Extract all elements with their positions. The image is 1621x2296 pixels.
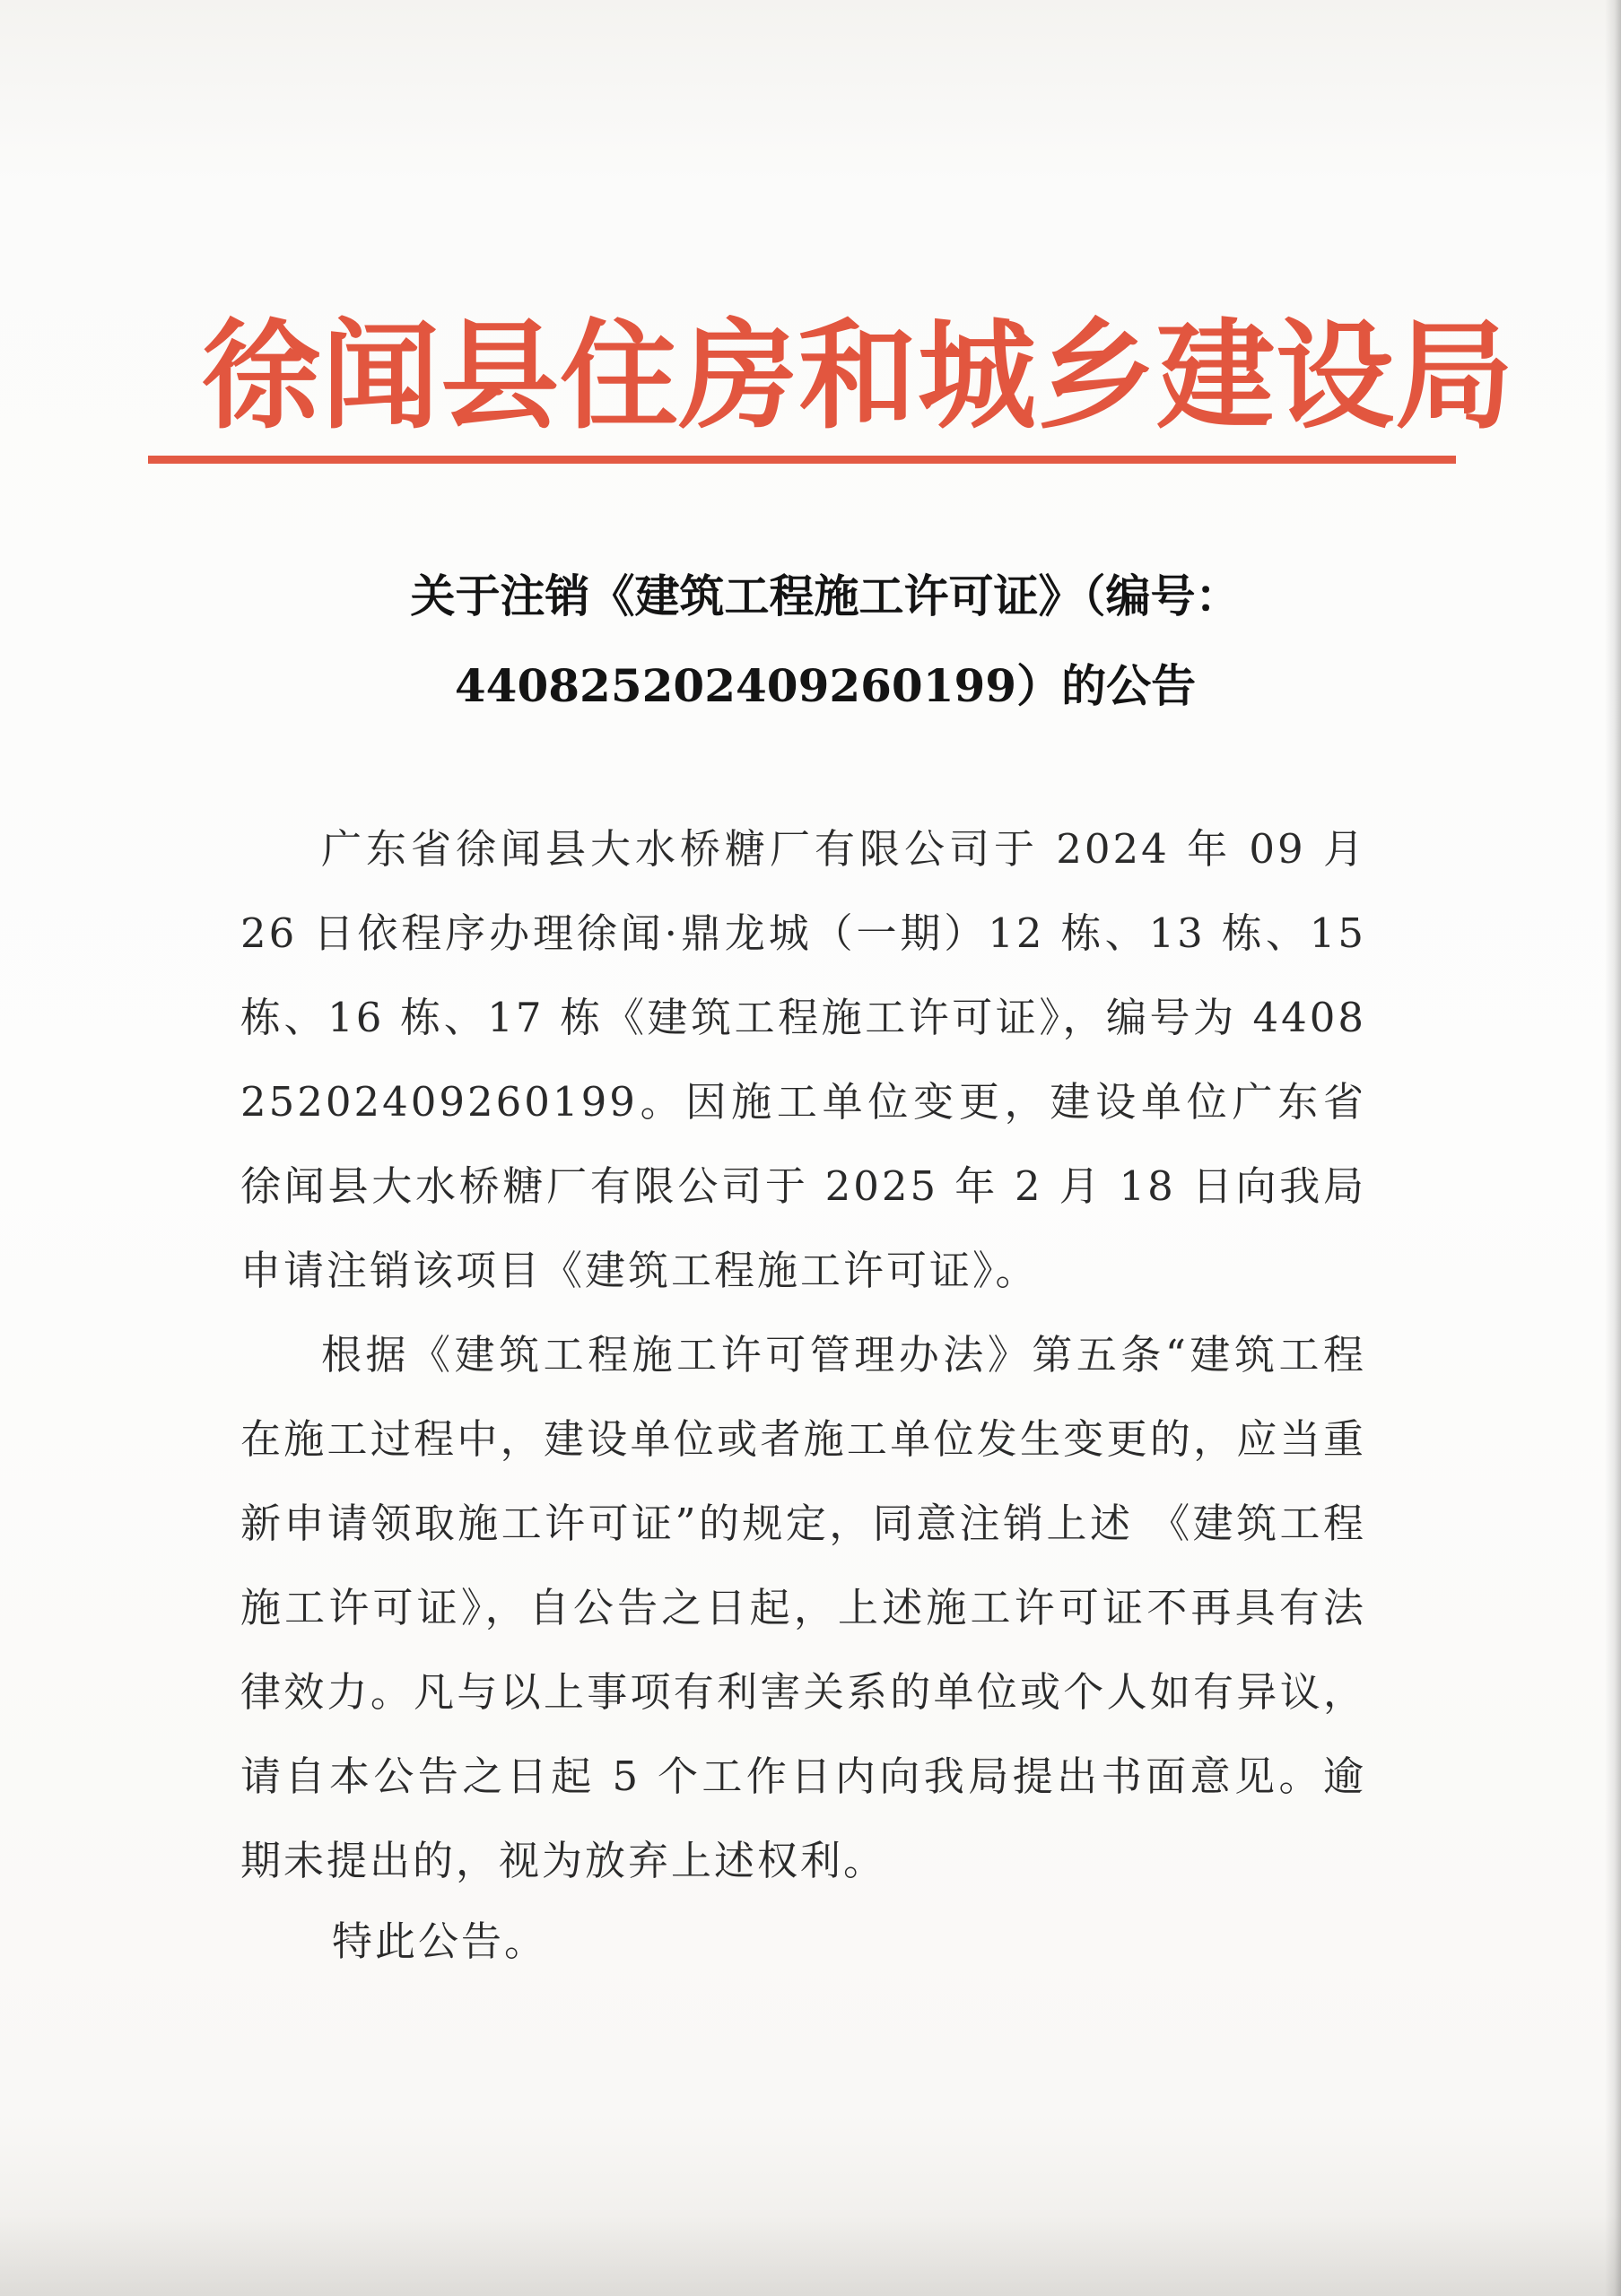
page-bottom-shadow [0,2215,1621,2296]
closing-statement: 特此公告。 [332,1918,548,1965]
agency-masthead: 徐闻县住房和城乡建设局 [202,307,1514,446]
title-line-1: 关于注销《建筑工程施工许可证》（编号： [410,570,1241,622]
title-line-2: 440825202409260199）的公告 [454,659,1197,712]
body-paragraph-1: 广东省徐闻县大水桥糖厂有限公司于 2024 年 09 月 26 日依程序办理徐闻·鼎龙城（一期）12 栋、13 栋、15 栋、16 栋、17 栋《建筑工程施工许可证》，编号为 440825202409260199。因施工单位变更，建设单位广东省徐闻县大水桥糖厂有限公司于 2025 年 2 月 18 日向我局申请注销该项目《建筑工程施工许可证》。 [240,825,1366,1294]
document-body [240,807,1366,1903]
body-paragraph-2: 根据《建筑工程施工许可管理办法》第五条“建筑工程在施工过程中，建设单位或者施工单位发生变更的，应当重新申请领取施工许可证”的规定，同意注销上述 《建筑工程施工许可证》，自公告之日起，上述施工许可证不再具有法律效力。凡与以上事项有利害关系的单位或个人如有异议，请自本公告之日起 5 个工作日内向我局提出书面意见。逾期未提出的，视为放弃上述权利。 [240,1331,1366,1884]
page-edge-shadow [1605,0,1621,2296]
red-divider-line [148,456,1456,464]
document-title [242,552,1408,731]
